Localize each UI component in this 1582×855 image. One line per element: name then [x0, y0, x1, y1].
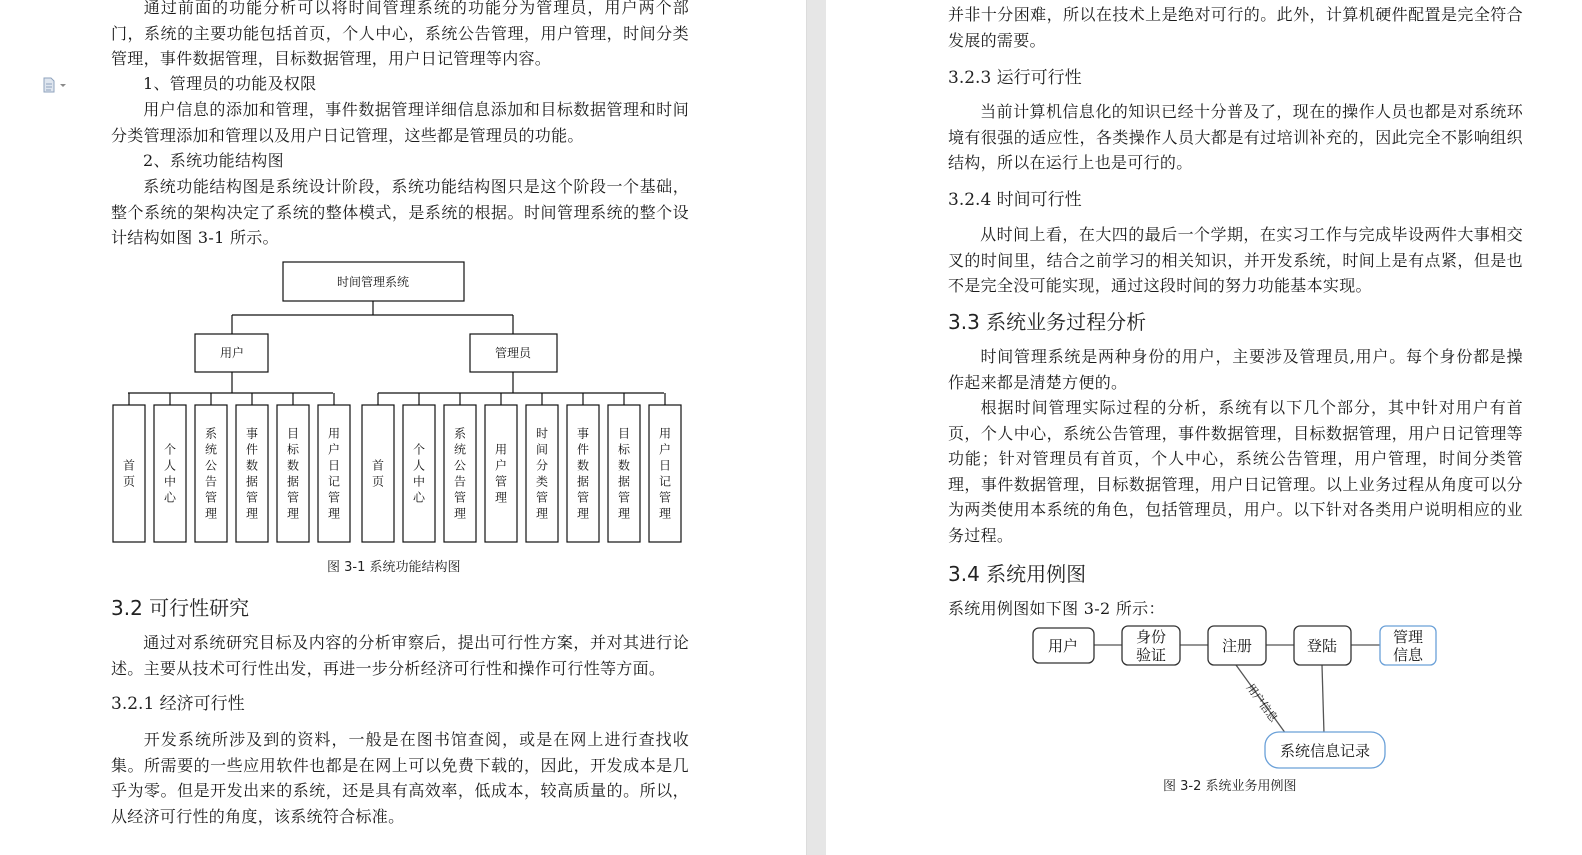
paragraph: 从时间上看，在大四的最后一个学期，在实习工作与完成毕设两件大事相交叉的时间里，结合之前学习的相关知识，并开发系统，时间上是有点紧，但是也不是完全没可能实现，通过这段时间的努力功能基本实现。: [948, 225, 1523, 295]
user-module-label: 系统公告管理: [204, 426, 218, 521]
list-item-heading: 2、系统功能结构图: [143, 151, 284, 170]
admin-module-label: 时间分类管理: [535, 426, 549, 521]
diagram-admin-label: 管理员: [494, 346, 532, 360]
subsection-heading: 3.2.1 经济可行性: [111, 694, 245, 714]
paragraph: 通过对系统研究目标及内容的分析审察后，提出可行性方案，并对其进行论述。主要从技术可行性出发，再进一步分析经济可行性和操作可行性等方面。: [111, 633, 689, 678]
list-item-heading: 1、管理员的功能及权限: [143, 74, 317, 93]
admin-module-label: 首页: [371, 458, 385, 489]
admin-module-label: 用户日记管理: [658, 426, 672, 521]
admin-module-label: 事件数据管理: [576, 426, 590, 521]
subsection-heading: 3.2.4 时间可行性: [948, 190, 1082, 210]
admin-module-label: 目标数据管理: [617, 426, 631, 521]
paragraph: 系统用例图如下图 3-2 所示：: [948, 599, 1165, 618]
page-gap: [806, 0, 828, 855]
node-login-label: 登陆: [1306, 637, 1338, 655]
admin-module-box: [403, 405, 435, 542]
paragraph: 通过前面的功能分析可以将时间管理系统的功能分为管理员，用户两个部门，系统的主要功能包括首页，个人中心，系统公告管理，用户管理，时间分类管理，事件数据管理，目标数据管理，用户日记管理等内容。: [111, 0, 689, 68]
section-heading: 3.3 系统业务过程分析: [948, 310, 1147, 334]
node-identity-label-line1: 身份: [1135, 628, 1167, 646]
edge-label-user-info: 用户信息: [1243, 681, 1281, 725]
figure-caption: 图 3-1 系统功能结构图: [327, 560, 461, 575]
admin-module-label: 个人中心: [412, 442, 426, 505]
node-system-record-label: 系统信息记录: [1279, 742, 1371, 760]
paragraph: 并非十分困难，所以在技术上是绝对可行的。此外，计算机硬件配置是完全符合发展的需要。: [948, 5, 1523, 50]
right-page: [826, 0, 1582, 855]
diagram-root-label: 时间管理系统: [336, 275, 410, 289]
use-case-diagram: [1026, 618, 1446, 778]
node-identity-label-line2: 验证: [1135, 646, 1167, 664]
node-manage-label-line1: 管理: [1392, 628, 1424, 646]
paragraph: 当前计算机信息化的知识已经十分普及了，现在的操作人员也都是对系统环境有很强的适应性，各类操作人员大都是有过培训补充的，因此完全不影响组织结构，所以在运行上也是可行的。: [948, 102, 1523, 172]
user-module-label: 目标数据管理: [286, 426, 300, 521]
user-module-label: 首页: [122, 458, 136, 489]
paragraph: 根据时间管理实际过程的分析，系统有以下几个部分，其中针对用户有首页，个人中心，系统公告管理，事件数据管理，目标数据管理，用户日记管理等功能；针对管理员有首页，个人中心，系统公告管理，用户管理，时间分类管理，事件数据管理，目标数据管理，用户日记管理。以上业务过程从角度可以分为两类使用本系统的角色，包括管理员，用户。以下针对各类用户说明相应的业务过程。: [948, 398, 1523, 545]
figure-caption: 图 3-2 系统业务用例图: [1163, 779, 1297, 794]
paragraph: 开发系统所涉及到的资料，一般是在图书馆查阅，或是在网上进行查找收集。所需要的一些应用软件也都是在网上可以免费下载的，因此，开发成本是几乎为零。但是开发出来的系统，还是具有高效率，低成本，较高质量的。所以，从经济可行性的角度，该系统符合标准。: [111, 730, 689, 826]
user-module-box: [113, 405, 145, 542]
subsection-heading: 3.2.3 运行可行性: [948, 68, 1082, 88]
admin-module-label: 用户管理: [494, 442, 508, 505]
admin-module-box: [485, 405, 517, 542]
user-module-label: 个人中心: [163, 442, 177, 505]
paragraph: 系统功能结构图是系统设计阶段，系统功能结构图只是这个阶段一个基础，整个系统的架构决定了系统的整体模式，是系统的根据。时间管理系统的整个设计结构如图 3-1 所示。: [111, 177, 689, 247]
admin-module-box: [362, 405, 394, 542]
user-module-label: 用户日记管理: [327, 426, 341, 521]
node-user-label: 用户: [1047, 637, 1079, 655]
document-outline-icon[interactable]: [42, 77, 68, 93]
paragraph: 时间管理系统是两种身份的用户，主要涉及管理员,用户。每个身份都是操作起来都是清楚方便的。: [948, 347, 1523, 392]
node-register-label: 注册: [1221, 637, 1253, 655]
admin-module-label: 系统公告管理: [453, 426, 467, 521]
diagram-user-label: 用户: [219, 346, 245, 360]
user-module-label: 事件数据管理: [245, 426, 259, 521]
paragraph: 用户信息的添加和管理，事件数据管理详细信息添加和目标数据管理和时间分类管理添加和管理以及用户日记管理，这些都是管理员的功能。: [111, 100, 689, 145]
function-structure-diagram: [100, 255, 700, 555]
section-heading: 3.2 可行性研究: [111, 596, 250, 620]
section-heading: 3.4 系统用例图: [948, 562, 1087, 586]
user-module-box: [154, 405, 186, 542]
node-manage-label-line2: 信息: [1392, 646, 1424, 664]
